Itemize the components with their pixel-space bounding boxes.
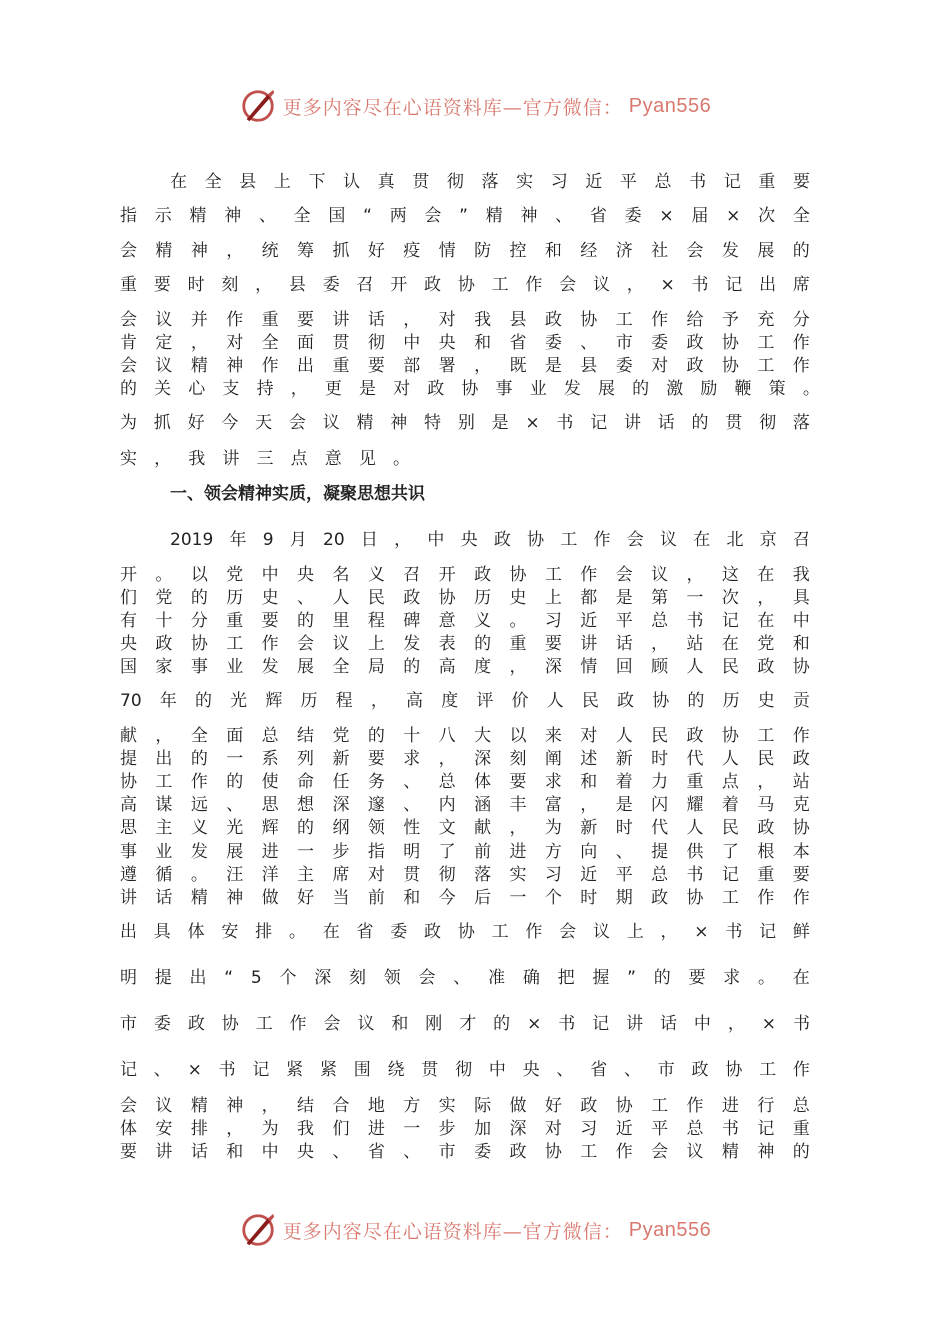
text-line: 要 讲 话 和 中 央 、 省 、 市 委 政 协 工 作 会 议 精 神 的 (120, 1142, 810, 1162)
header-banner (0, 84, 950, 128)
text-line: 会 精 神 ， 统 筹 抓 好 疫 情 防 控 和 经 济 社 会 发 展 的 (120, 241, 810, 261)
text-line: 提 出 的 一 系 列 新 要 求 ， 深 刻 阐 述 新 时 代 人 民 政 (120, 749, 810, 769)
banner-text: 更多内容尽在心语资料库—官方微信： (282, 96, 623, 119)
text-line: 明 提 出 “ 5 个 深 刻 领 会 、 准 确 把 握 ” 的 要 求 。 在 (120, 968, 810, 988)
text-line: 事 业 发 展 进 一 步 指 明 了 前 进 方 向 、 提 供 了 根 本 (120, 842, 810, 862)
text-line: 出 具 体 安 排 。 在 省 委 政 协 工 作 会 议 上 ， × 书 记 鲜 (120, 922, 810, 942)
section-heading: 一、领会精神实质，凝聚思想共识 (170, 484, 425, 504)
pen-logo-icon (239, 87, 277, 125)
text-line: 会 议 精 神 ， 结 合 地 方 实 际 做 好 政 协 工 作 进 行 总 (120, 1096, 810, 1116)
text-line: 实 ， 我 讲 三 点 意 见 。 (120, 449, 410, 469)
text-line: 的 关 心 支 持 ， 更 是 对 政 协 事 业 发 展 的 激 励 鞭 策 。 (120, 379, 820, 399)
text-line: 会 议 精 神 作 出 重 要 部 署 ， 既 是 县 委 对 政 协 工 作 (120, 356, 810, 376)
text-line: 献 ， 全 面 总 结 党 的 十 八 大 以 来 对 人 民 政 协 工 作 (120, 726, 810, 746)
text-line: 记 、 × 书 记 紧 紧 围 绕 贯 彻 中 央 、 省 、 市 政 协 工 作 (120, 1060, 810, 1080)
text-line: 在 全 县 上 下 认 真 贯 彻 落 实 习 近 平 总 书 记 重 要 (170, 172, 810, 192)
banner-wechat-id: Pyan556 (628, 94, 712, 117)
text-line: 高 谋 远 、 思 想 深 邃 、 内 涵 丰 富 ， 是 闪 耀 着 马 克 (120, 795, 810, 815)
text-line: 重 要 时 刻 ， 县 委 召 开 政 协 工 作 会 议 ， × 书 记 出 席 (120, 275, 810, 295)
text-line: 体 安 排 ， 为 我 们 进 一 步 加 深 对 习 近 平 总 书 记 重 (120, 1119, 810, 1139)
text-line: 央 政 协 工 作 会 议 上 发 表 的 重 要 讲 话 ， 站 在 党 和 (120, 634, 810, 654)
text-line: 们 党 的 历 史 、 人 民 政 协 历 史 上 都 是 第 一 次 ， 具 (120, 588, 810, 608)
text-line: 70 年 的 光 辉 历 程 ， 高 度 评 价 人 民 政 协 的 历 史 贡 (120, 691, 810, 711)
text-line: 市 委 政 协 工 作 会 议 和 刚 才 的 × 书 记 讲 话 中 ， × 书 (120, 1014, 810, 1034)
text-line: 协 工 作 的 使 命 任 务 、 总 体 要 求 和 着 力 重 点 ， 站 (120, 772, 810, 792)
text-line: 开 。 以 党 中 央 名 义 召 开 政 协 工 作 会 议 ， 这 在 我 (120, 565, 810, 585)
text-line: 为 抓 好 今 天 会 议 精 神 特 别 是 × 书 记 讲 话 的 贯 彻 落 (120, 413, 810, 433)
text-line: 有 十 分 重 要 的 里 程 碑 意 义 。 习 近 平 总 书 记 在 中 (120, 611, 810, 631)
text-line: 会 议 并 作 重 要 讲 话 ， 对 我 县 政 协 工 作 给 予 充 分 (120, 310, 810, 330)
text-line: 思 主 义 光 辉 的 纲 领 性 文 献 ， 为 新 时 代 人 民 政 协 (120, 818, 810, 838)
text-line: 指 示 精 神 、 全 国 “ 两 会 ” 精 神 、 省 委 × 届 × 次 全 (120, 206, 810, 226)
text-line: 2019 年 9 月 20 日 ， 中 央 政 协 工 作 会 议 在 北 京 召 (170, 530, 810, 550)
pen-logo-icon (239, 1211, 277, 1249)
text-line: 肯 定 ， 对 全 面 贯 彻 中 央 和 省 委 、 市 委 政 协 工 作 (120, 333, 810, 353)
footer-banner (0, 1208, 950, 1252)
text-line: 国 家 事 业 发 展 全 局 的 高 度 ， 深 情 回 顾 人 民 政 协 (120, 657, 810, 677)
banner-text: 更多内容尽在心语资料库—官方微信： (282, 1220, 623, 1243)
banner-wechat-id: Pyan556 (628, 1218, 712, 1241)
text-line: 讲 话 精 神 做 好 当 前 和 今 后 一 个 时 期 政 协 工 作 作 (120, 888, 810, 908)
text-line: 遵 循 。 汪 洋 主 席 对 贯 彻 落 实 习 近 平 总 书 记 重 要 (120, 865, 810, 885)
